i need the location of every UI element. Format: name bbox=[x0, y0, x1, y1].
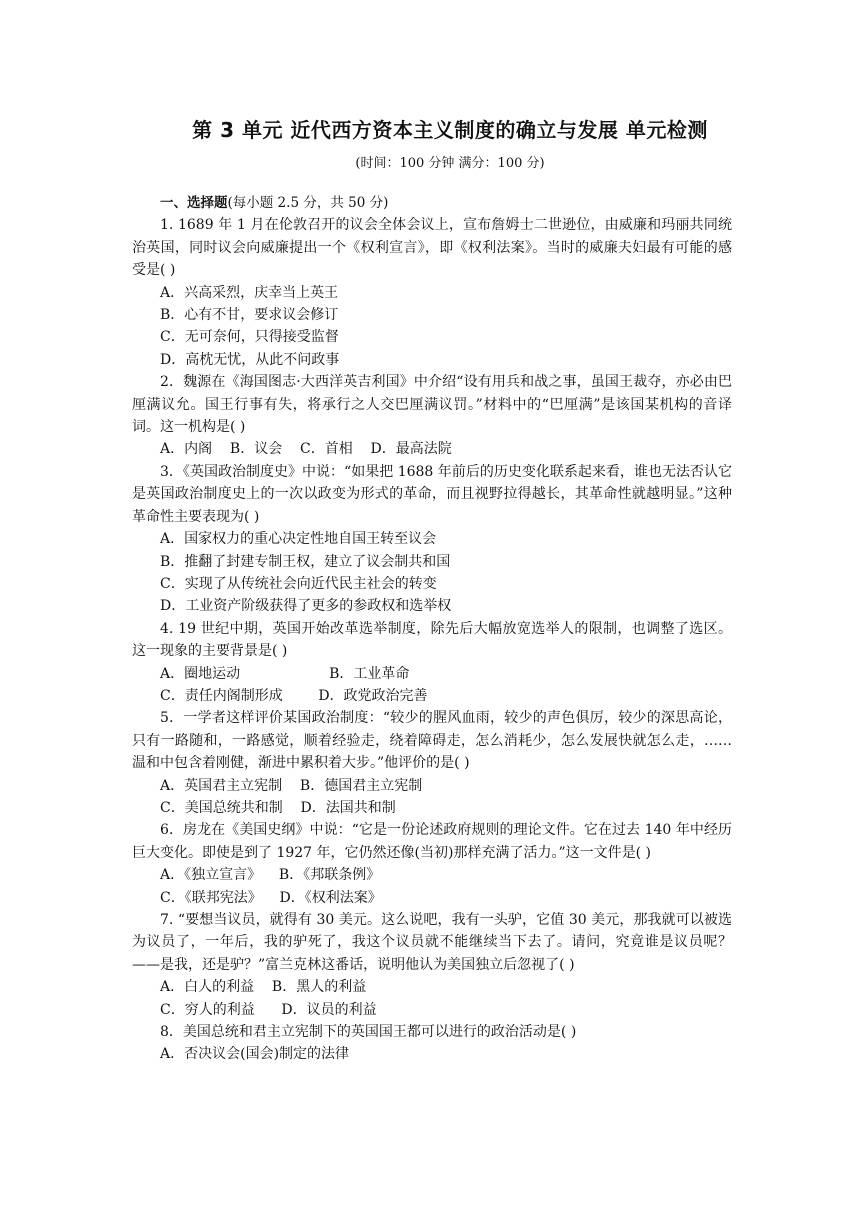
question-stem: 4. 19 世纪中期，英国开始改革选举制度，除先后大幅放宽选举人的限制，也调整了选区。这一现象的主要背景是( ) bbox=[132, 620, 732, 660]
question bbox=[132, 1021, 732, 1066]
question bbox=[132, 618, 732, 708]
option: C．无可奈何，只得接受监督 bbox=[160, 329, 339, 346]
section-heading bbox=[132, 192, 732, 214]
question bbox=[132, 819, 732, 909]
question-stem: 1. 1689 年 1 月在伦敦召开的议会全体会议上，宣布詹姆士二世逊位，由威廉和玛丽共同统治英国，同时议会向威廉提出一个《权利宣言》，即《权利法案》。当时的威廉夫妇最有可能的感受是( ) bbox=[132, 217, 732, 279]
option: A．白人的利益 B．黑人的利益 bbox=[160, 979, 367, 996]
question-stem: 6．房龙在《美国史纲》中说：“它是一份论述政府规则的理论文件。它在过去 140 年中经历巨大变化。即使是到了 1927 年，它仍然还像(当初)那样充满了活力。”这一文件是( ) bbox=[132, 822, 732, 861]
option: A．否决议会(国会)制定的法律 bbox=[160, 1046, 350, 1063]
option: A．国家权力的重心决定性地自国王转至议会 bbox=[160, 531, 437, 548]
option: D．高枕无忧，从此不问政事 bbox=[160, 351, 340, 368]
question-stem: 7. “要想当议员，就得有 30 美元。这么说吧，我有一头驴，它值 30 美元，那我就可以被选为议员了，一年后，我的驴死了，我这个议员就不能继续当下去了。请问，究竟谁是议员呢？——是我，还是驴？”富兰克林这番话，说明他认为美国独立后忽视了( ) bbox=[132, 912, 732, 973]
section-note: (每小题 2.5 分，共 50 分) bbox=[227, 195, 389, 211]
option: A．圈地运动 B．工业革命 bbox=[160, 665, 410, 682]
option: C．责任内阁制形成 D．政党政治完善 bbox=[160, 687, 428, 704]
option: C．实现了从传统社会向近代民主社会的转变 bbox=[160, 575, 437, 592]
question bbox=[132, 371, 732, 461]
option: B．心有不甘，要求议会修订 bbox=[160, 307, 339, 324]
question-stem: 5．一学者这样评价某国政治制度：“较少的腥风血雨，较少的声色俱厉，较少的深思高论，只有一路随和，一路感觉，顺着经验走，绕着障碍走，怎么消耗少，怎么发展快就怎么走，……温和中包含着刚健，渐进中累积着大步。”他评价的是( ) bbox=[132, 710, 732, 772]
option: A．《独立宣言》 B．《邦联条例》 bbox=[160, 867, 381, 884]
question bbox=[132, 707, 732, 819]
option: A．英国君主立宪制 B．德国君主立宪制 bbox=[160, 777, 423, 794]
question bbox=[132, 461, 732, 618]
document-body bbox=[132, 192, 732, 1066]
question bbox=[132, 214, 732, 371]
option: D．工业资产阶级获得了更多的参政权和选举权 bbox=[160, 598, 452, 615]
option: C．美国总统共和制 D．法国共和制 bbox=[160, 799, 396, 816]
question bbox=[132, 909, 732, 1021]
question-stem: 2．魏源在《海国图志·大西洋英吉利国》中介绍“设有用兵和战之事，虽国王裁夺，亦必由巴厘满议允。国王行事有失，将承行之人交巴厘满议罚。”材料中的“巴厘满”是该国某机构的音译词。这一机构是( ) bbox=[132, 374, 732, 436]
option: C．《联邦宪法》 D．《权利法案》 bbox=[160, 889, 382, 906]
section-label: 一、选择题 bbox=[160, 195, 228, 211]
option: B．推翻了封建专制王权，建立了议会制共和国 bbox=[160, 553, 451, 570]
question-stem: 3．《英国政治制度史》中说：“如果把 1688 年前后的历史变化联系起来看，谁也无法否认它是英国政治制度史上的一次以政变为形式的革命，而且视野拉得越长，其革命性就越明显。”这种革命性主要表现为( ) bbox=[132, 463, 732, 525]
question-stem: 8．美国总统和君主立宪制下的英国国王都可以进行的政治活动是( ) bbox=[160, 1024, 577, 1041]
option: A．兴高采烈，庆幸当上英王 bbox=[160, 284, 339, 301]
option: C．穷人的利益 D．议员的利益 bbox=[160, 1001, 377, 1018]
page-subtitle: (时间：100 分钟 满分：100 分) bbox=[355, 156, 545, 171]
page-title: 第 3 单元 近代西方资本主义制度的确立与发展 单元检测 bbox=[192, 118, 708, 142]
option: A．内阁 B．议会 C．首相 D．最高法院 bbox=[160, 441, 452, 458]
